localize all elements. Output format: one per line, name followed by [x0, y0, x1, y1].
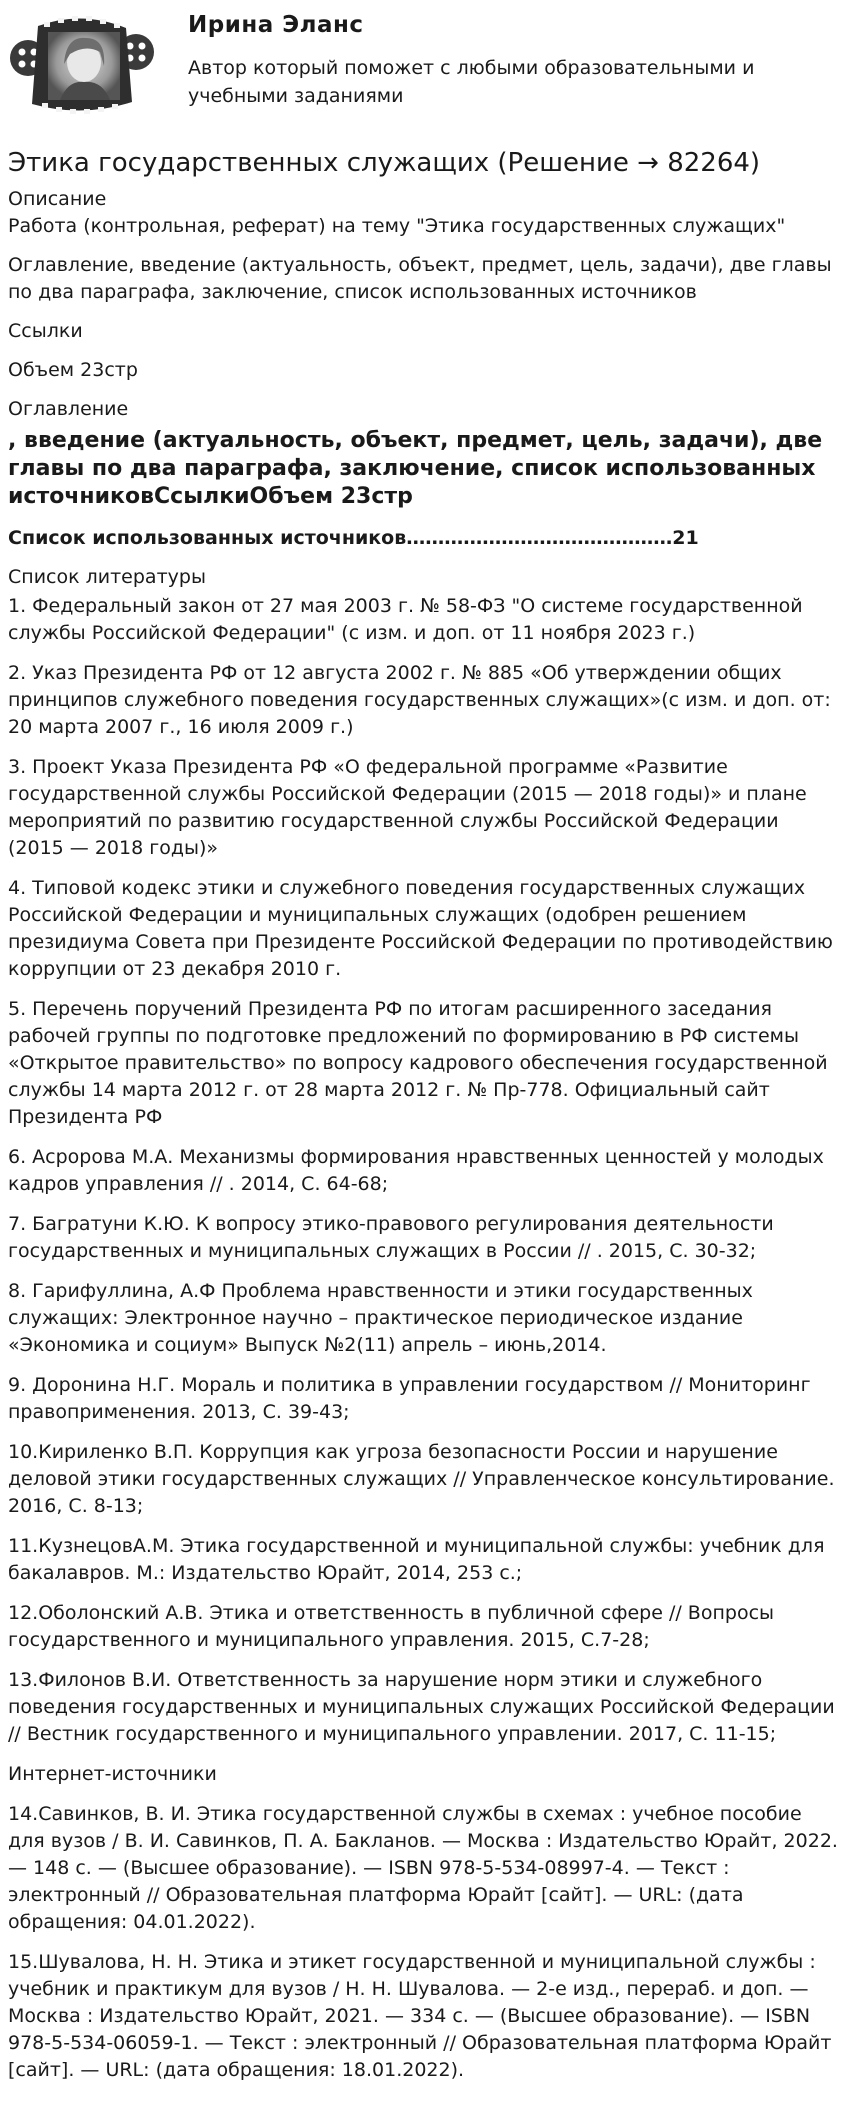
reference-item: 4. Типовой кодекс этики и служебного поведения государственных служащих Российской Федерации и муниципальных служащих (одобрен решением президиума Совета при Президенте Российской Федерации по противодействию коррупции от 23 декабря 2010 г. [8, 877, 833, 980]
reference-item: 10.Кириленко В.П. Коррупция как угроза безопасности России и нарушение деловой этики государственных служащих // Управленческое консультирование. 2016, С. 8-13; [8, 1441, 835, 1517]
contents-summary: Оглавление, введение (актуальность, объект, предмет, цель, задачи), две главы по два параграфа, заключение, список использованных источников [8, 254, 832, 303]
reference-item: 2. Указ Президента РФ от 12 августа 2002 г. № 885 «Об утверждении общих принципов служебного поведения государственных служащих»(с изм. и доп. от: 20 марта 2007 г., 16 июля 2009 г.) [8, 662, 831, 738]
toc-label: Оглавление [8, 398, 129, 420]
reference-item: 5. Перечень поручений Президента РФ по итогам расширенного заседания рабочей группы по подготовке предложений по формированию в РФ системы «Открытое правительство» по вопросу кадрового обеспечения государственной службы 14 марта 2012 г. от 28 марта 2012 г. № Пр-778. Официальный сайт Президента РФ [8, 998, 828, 1128]
reference-item: 1. Федеральный закон от 27 мая 2003 г. № 58-ФЗ "О системе государственной службы Российской Федерации" (с изм. и доп. от 11 ноября 2023 г.) [8, 595, 803, 644]
work-topic: Работа (контрольная, реферат) на тему "Этика государственных служащих" [8, 215, 786, 237]
reference-list [8, 593, 839, 2084]
reference-item: 11.КузнецовА.М. Этика государственной и муниципальной службы: учебник для бакалавров. М.: Издательство Юрайт, 2014, 253 с.; [8, 1535, 825, 1584]
reference-item: 14.Савинков, В. И. Этика государственной службы в схемах : учебное пособие для вузов / В. И. Савинков, П. А. Бакланов. — Москва : Издательство Юрайт, 2022. — 148 с. — (Высшее образование). — ISBN 978-5-534-08997-4. — Текст : электронный // Образовательная платформа Юрайт [сайт]. — URL: (дата обращения: 04.01.2022). [8, 1803, 838, 1933]
literature-label: Список литературы [8, 566, 206, 588]
reference-item: 12.Оболонский А.В. Этика и ответственность в публичной сфере // Вопросы государственного и муниципального управления. 2015, С.7-28; [8, 1602, 775, 1651]
toc-bold-text: , введение (актуальность, объект, предмет, цель, задачи), две главы по два параграфа, заключение, список использованных источниковСсылкиОбъем 23стр [8, 428, 823, 509]
author-description: Автор который поможет с любыми образовательными и учебными заданиями [188, 56, 755, 107]
reference-item: 3. Проект Указа Президента РФ «О федеральной программе «Развитие государственной службы Российской Федерации (2015 — 2018 годы)» и плане мероприятий по развитию государственной службы Российской Федерации (2015 — 2018 годы)» [8, 756, 807, 859]
author-name[interactable]: Ирина Эланс [188, 12, 364, 38]
reference-item: 8. Гарифуллина, А.Ф Проблема нравственности и этики государственных служащих: Электронное научно – практическое периодическое издание «Экономика и социум» Выпуск №2(11) апрель – июнь,2014. [8, 1280, 753, 1356]
links-label: Ссылки [8, 320, 83, 342]
volume-text: Объем 23стр [8, 359, 138, 381]
description-label: Описание [8, 188, 107, 210]
internet-sources-label: Интернет-источники [8, 1763, 217, 1785]
page-title: Этика государственных служащих (Решение → 82264) [8, 148, 761, 178]
toc-sources-line: Список использованных источников……………………………………21 [8, 527, 699, 549]
reference-item: 13.Филонов В.И. Ответственность за нарушение норм этики и служебного поведения государственных и муниципальных служащих Российской Федерации // Вестник государственного и муниципального управлении. 2017, С. 11-15; [8, 1669, 835, 1745]
author-card [8, 0, 839, 132]
reference-item: 9. Доронина Н.Г. Мораль и политика в управлении государством // Мониторинг правоприменения. 2013, С. 39-43; [8, 1374, 811, 1423]
author-avatar[interactable] [8, 6, 156, 126]
reference-item: 6. Асророва М.А. Механизмы формирования нравственных ценностей у молодых кадров управления // . 2014, С. 64-68; [8, 1146, 824, 1195]
reference-item: 7. Багратуни К.Ю. К вопросу этико-правового регулирования деятельности государственных и муниципальных служащих в России // . 2015, С. 30-32; [8, 1213, 774, 1262]
reference-item: 15.Шувалова, Н. Н. Этика и этикет государственной и муниципальной службы : учебник и практикум для вузов / Н. Н. Шувалова. — 2-е изд., перераб. и доп. — Москва : Издательство Юрайт, 2021. — 334 с. — (Высшее образование). — ISBN 978-5-534-06059-1. — Текст : электронный // Образовательная платформа Юрайт [сайт]. — URL: (дата обращения: 18.01.2022). [8, 1951, 832, 2081]
film-reel-photo-frame-icon [8, 6, 156, 126]
